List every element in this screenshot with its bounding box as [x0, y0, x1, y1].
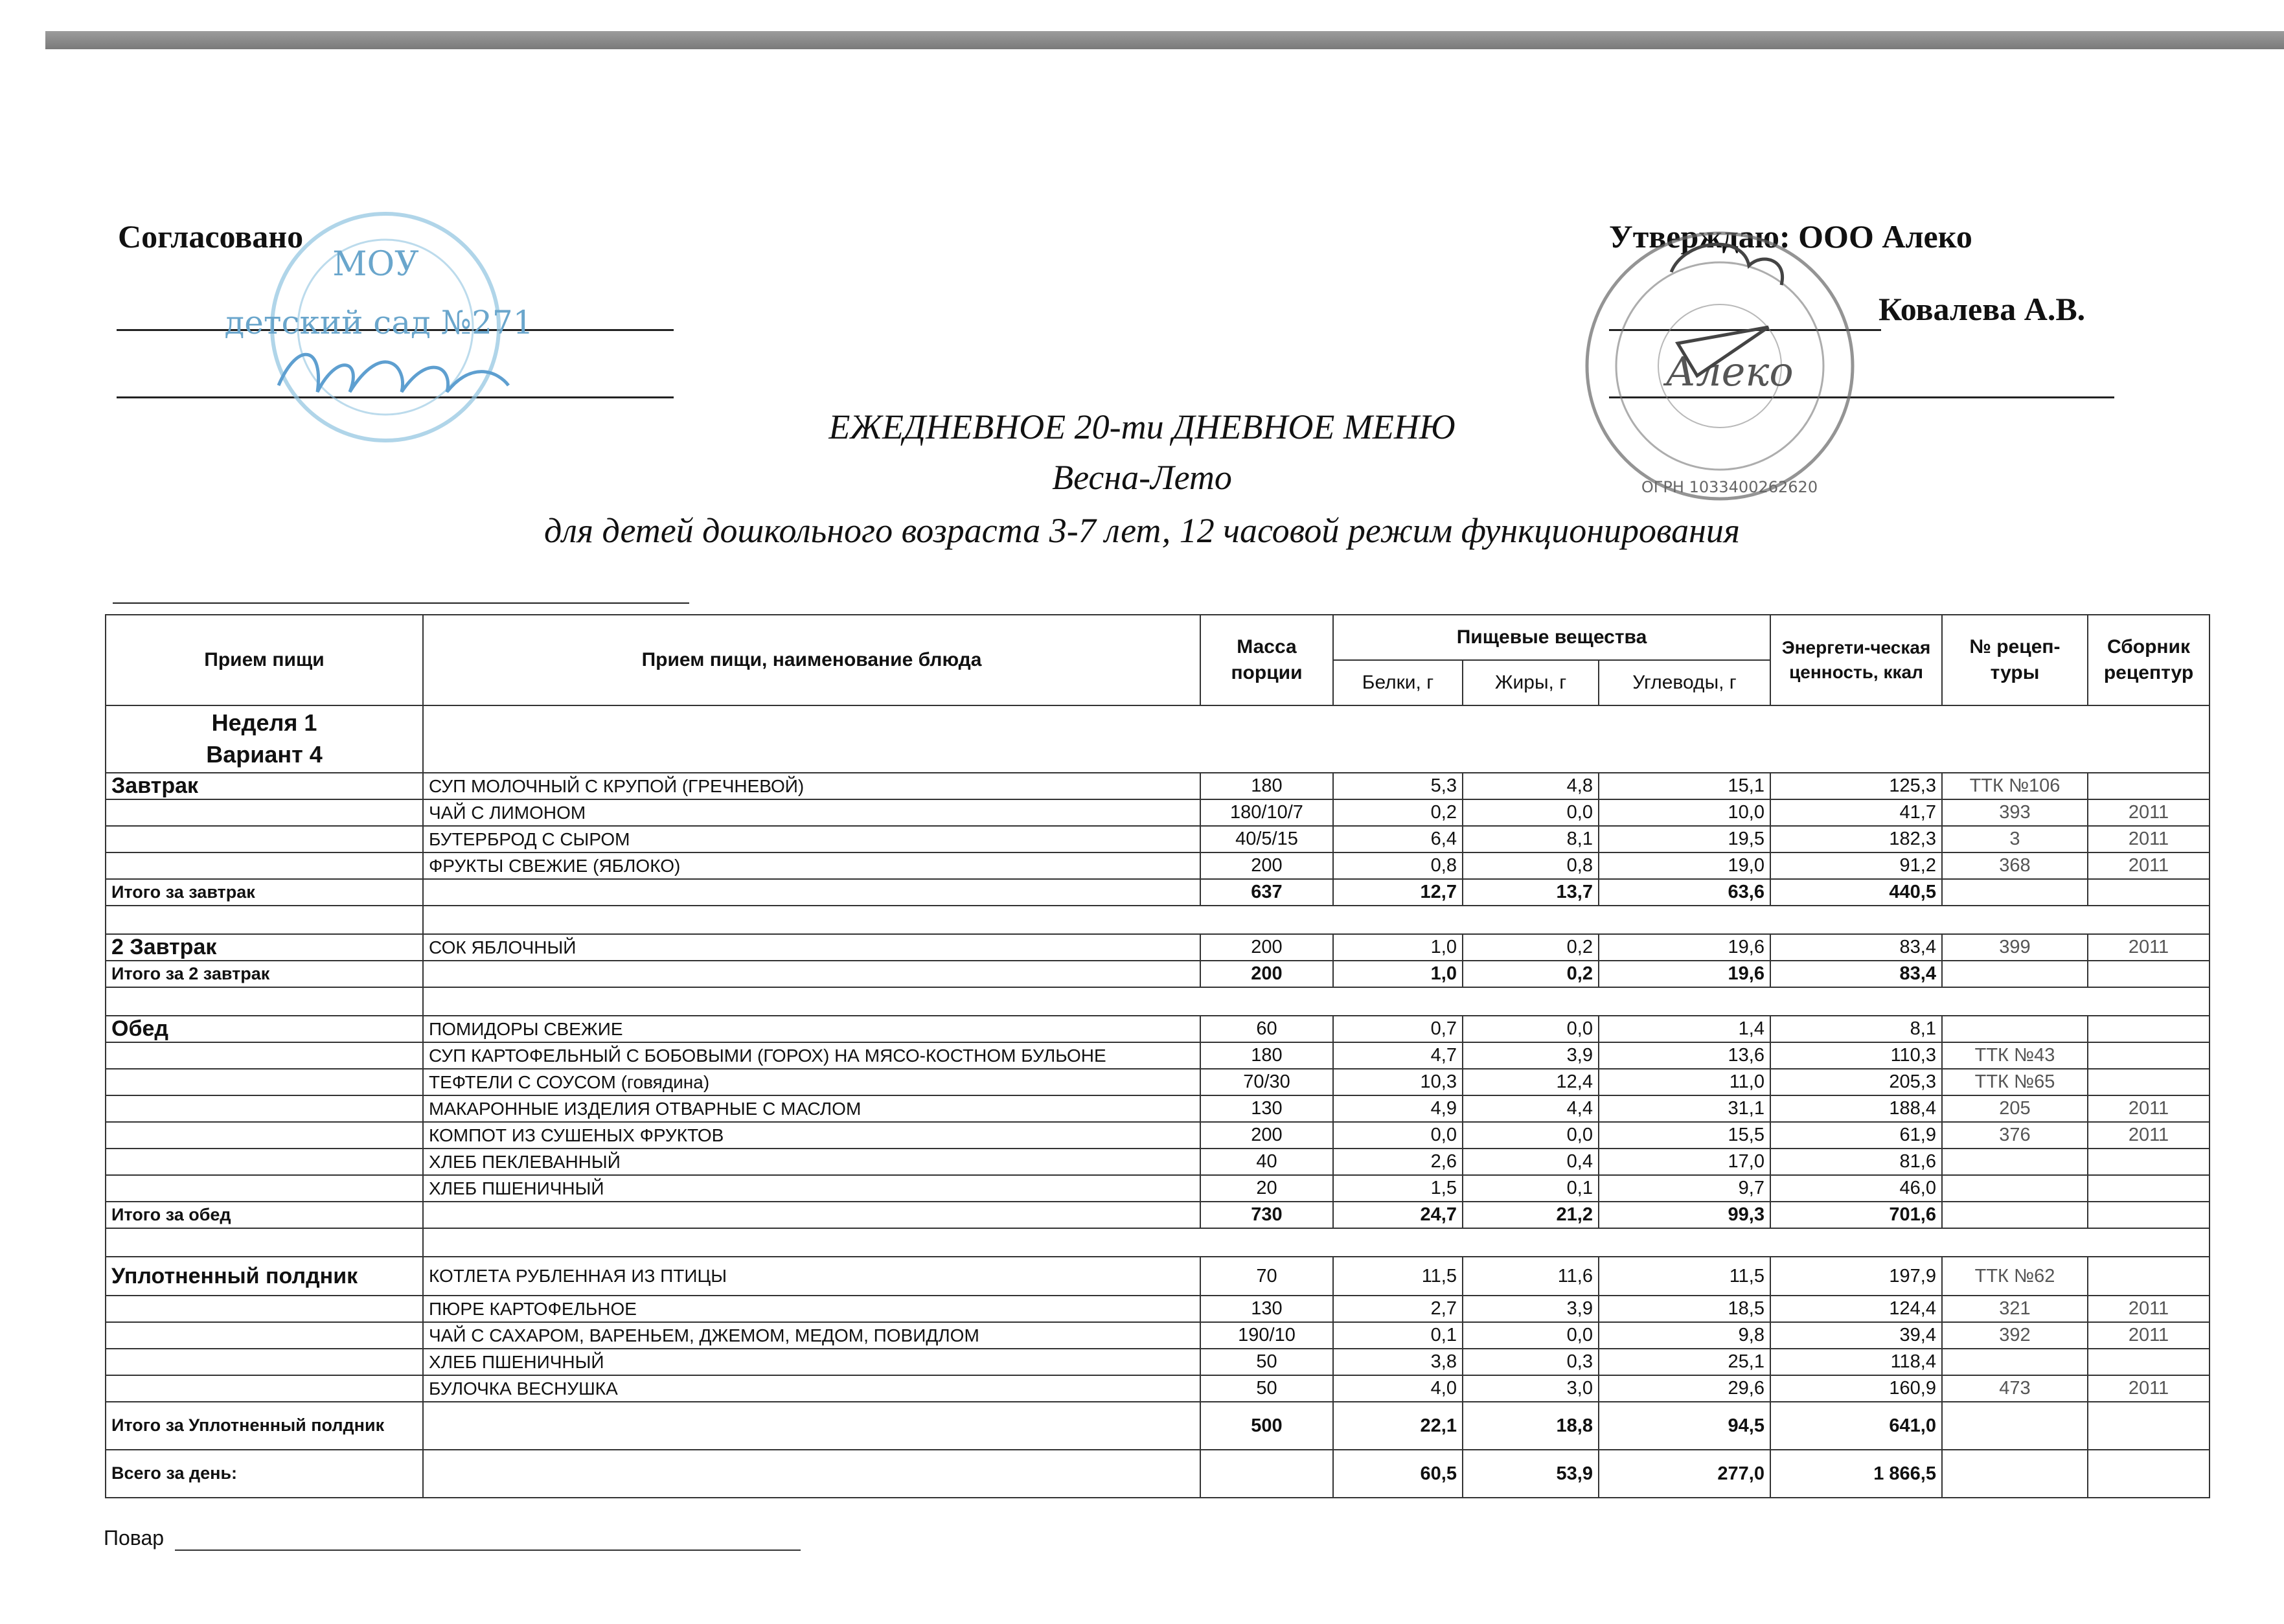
dish-fat: 0,0 [1463, 1122, 1599, 1149]
total-mass: 200 [1200, 961, 1333, 987]
dish-fat: 0,1 [1463, 1175, 1599, 1202]
dish-carbs: 19,6 [1599, 934, 1770, 961]
total-label: Итого за Уплотненный полдник [106, 1402, 423, 1450]
total-protein: 24,7 [1333, 1202, 1463, 1228]
dish-protein: 0,2 [1333, 799, 1463, 826]
dish-mass: 130 [1200, 1296, 1333, 1322]
total-protein: 22,1 [1333, 1402, 1463, 1450]
menu-season: Весна-Лето [1052, 458, 1232, 497]
col-energy: Энергети-ческая ценность, ккал [1770, 615, 1942, 705]
spacer-cell [106, 906, 423, 934]
dish-energy: 205,3 [1770, 1069, 1942, 1095]
total-mass: 637 [1200, 879, 1333, 906]
dish-name: ЧАЙ С ЛИМОНОМ [423, 799, 1200, 826]
dish-recipe: 376 [1942, 1122, 2088, 1149]
dish-row [106, 852, 2210, 879]
dish-carbs: 11,5 [1599, 1257, 1770, 1296]
dish-row [106, 934, 2210, 961]
meal-label [106, 1122, 423, 1149]
dish-energy: 61,9 [1770, 1122, 1942, 1149]
total-fat: 18,8 [1463, 1402, 1599, 1450]
dish-name: КОМПОТ ИЗ СУШЕНЫХ ФРУКТОВ [423, 1122, 1200, 1149]
total-label: Итого за завтрак [106, 879, 423, 906]
dish-recipe: ТТК №65 [1942, 1069, 2088, 1095]
dish-mass: 60 [1200, 1016, 1333, 1042]
total-row [106, 1402, 2210, 1450]
dish-fat: 4,4 [1463, 1095, 1599, 1122]
total-dish-empty [423, 961, 1200, 987]
dish-carbs: 19,5 [1599, 826, 1770, 852]
dish-protein: 4,0 [1333, 1375, 1463, 1402]
col-recipe: № рецеп-туры [1942, 615, 2088, 705]
dish-energy: 41,7 [1770, 799, 1942, 826]
dish-recipe [1942, 1175, 2088, 1202]
spacer-row [106, 906, 2210, 934]
dish-protein: 1,5 [1333, 1175, 1463, 1202]
dish-fat: 0,2 [1463, 934, 1599, 961]
total-fat: 21,2 [1463, 1202, 1599, 1228]
dish-protein: 0,1 [1333, 1322, 1463, 1349]
stamp-left-text-2: детский сад №271 [224, 304, 534, 341]
dish-recipe [1942, 1349, 2088, 1375]
dish-carbs: 13,6 [1599, 1042, 1770, 1069]
dish-row [106, 1016, 2210, 1042]
dish-row [106, 1069, 2210, 1095]
meal-label [106, 1042, 423, 1069]
total-collection-empty [2088, 1202, 2210, 1228]
dish-name: ХЛЕБ ПЕКЛЕВАННЫЙ [423, 1149, 1200, 1175]
dish-recipe: 3 [1942, 826, 2088, 852]
total-mass: 730 [1200, 1202, 1333, 1228]
dish-carbs: 29,6 [1599, 1375, 1770, 1402]
total-fat: 13,7 [1463, 879, 1599, 906]
dish-collection: 2011 [2088, 1375, 2210, 1402]
total-recipe-empty [1942, 1450, 2088, 1498]
dish-mass: 50 [1200, 1349, 1333, 1375]
dish-fat: 8,1 [1463, 826, 1599, 852]
week-number: Неделя 1 [211, 709, 317, 737]
dish-protein: 6,4 [1333, 826, 1463, 852]
total-recipe-empty [1942, 879, 2088, 906]
dish-mass: 180/10/7 [1200, 799, 1333, 826]
dish-name: СУП КАРТОФЕЛЬНЫЙ С БОБОВЫМИ (ГОРОХ) НА МЯСО-КОСТНОМ БУЛЬОНЕ [423, 1042, 1200, 1069]
cook-signature-line [175, 1550, 801, 1551]
total-energy: 641,0 [1770, 1402, 1942, 1450]
total-carbs: 63,6 [1599, 879, 1770, 906]
week-variant: Вариант 4 [206, 741, 323, 768]
total-fat: 53,9 [1463, 1450, 1599, 1498]
total-mass [1200, 1450, 1333, 1498]
dish-protein: 0,8 [1333, 852, 1463, 879]
menu-title: ЕЖЕДНЕВНОЕ 20-ти ДНЕВНОЕ МЕНЮ [828, 407, 1456, 446]
spacer-cell [423, 906, 2210, 934]
dish-carbs: 25,1 [1599, 1349, 1770, 1375]
dish-row [106, 1322, 2210, 1349]
total-energy: 1 866,5 [1770, 1450, 1942, 1498]
week-label [106, 705, 423, 773]
header-row-1 [106, 615, 2210, 660]
spacer-cell [423, 1228, 2210, 1257]
total-dish-empty [423, 879, 1200, 906]
dish-energy: 197,9 [1770, 1257, 1942, 1296]
meal-label [106, 1296, 423, 1322]
total-protein: 12,7 [1333, 879, 1463, 906]
dish-collection [2088, 773, 2210, 799]
meal-label [106, 1069, 423, 1095]
dish-carbs: 9,8 [1599, 1322, 1770, 1349]
dish-recipe: 473 [1942, 1375, 2088, 1402]
dish-row [106, 826, 2210, 852]
meal-label [106, 1175, 423, 1202]
dish-mass: 70 [1200, 1257, 1333, 1296]
total-mass: 500 [1200, 1402, 1333, 1450]
dish-fat: 0,0 [1463, 799, 1599, 826]
dish-fat: 11,6 [1463, 1257, 1599, 1296]
dish-collection: 2011 [2088, 826, 2210, 852]
title-underline [113, 602, 689, 604]
dish-recipe: ТТК №106 [1942, 773, 2088, 799]
dish-name: ПОМИДОРЫ СВЕЖИЕ [423, 1016, 1200, 1042]
dish-carbs: 31,1 [1599, 1095, 1770, 1122]
dish-collection [2088, 1149, 2210, 1175]
meal-label [106, 1149, 423, 1175]
meal-label [106, 799, 423, 826]
dish-row [106, 1349, 2210, 1375]
dish-energy: 188,4 [1770, 1095, 1942, 1122]
dish-carbs: 19,0 [1599, 852, 1770, 879]
total-energy: 440,5 [1770, 879, 1942, 906]
dish-name: ЧАЙ С САХАРОМ, ВАРЕНЬЕМ, ДЖЕМОМ, МЕДОМ, ПОВИДЛОМ [423, 1322, 1200, 1349]
dish-mass: 200 [1200, 852, 1333, 879]
dish-recipe: ТТК №62 [1942, 1257, 2088, 1296]
dish-collection: 2011 [2088, 1122, 2210, 1149]
menu-table [105, 614, 2210, 1498]
dish-name: ФРУКТЫ СВЕЖИЕ (ЯБЛОКО) [423, 852, 1200, 879]
dish-mass: 190/10 [1200, 1322, 1333, 1349]
dish-fat: 3,9 [1463, 1042, 1599, 1069]
meal-label [106, 1322, 423, 1349]
dish-carbs: 9,7 [1599, 1175, 1770, 1202]
dish-recipe: ТТК №43 [1942, 1042, 2088, 1069]
dish-row [106, 1175, 2210, 1202]
dish-collection: 2011 [2088, 934, 2210, 961]
meal-label: Обед [106, 1016, 423, 1042]
week-row [106, 705, 2210, 773]
dish-name: ТЕФТЕЛИ С СОУСОМ (говядина) [423, 1069, 1200, 1095]
col-meal: Прием пищи [106, 615, 423, 705]
dish-collection: 2011 [2088, 852, 2210, 879]
scan-top-bar [45, 31, 2284, 49]
total-collection-empty [2088, 961, 2210, 987]
dish-recipe: 392 [1942, 1322, 2088, 1349]
dish-collection: 2011 [2088, 1322, 2210, 1349]
total-collection-empty [2088, 1402, 2210, 1450]
menu-subtitle: для детей дошкольного возраста 3-7 лет, 12 часовой режим функционирования [544, 511, 1740, 550]
dish-mass: 180 [1200, 773, 1333, 799]
dish-protein: 5,3 [1333, 773, 1463, 799]
dish-collection: 2011 [2088, 1296, 2210, 1322]
total-recipe-empty [1942, 1202, 2088, 1228]
dish-carbs: 1,4 [1599, 1016, 1770, 1042]
col-carbs: Углеводы, г [1599, 660, 1770, 705]
dish-fat: 3,9 [1463, 1296, 1599, 1322]
meal-label [106, 826, 423, 852]
dish-protein: 1,0 [1333, 934, 1463, 961]
dish-protein: 11,5 [1333, 1257, 1463, 1296]
meal-label [106, 1375, 423, 1402]
dish-name: СУП МОЛОЧНЫЙ С КРУПОЙ (ГРЕЧНЕВОЙ) [423, 773, 1200, 799]
dish-fat: 0,8 [1463, 852, 1599, 879]
dish-name: ХЛЕБ ПШЕНИЧНЫЙ [423, 1175, 1200, 1202]
meal-label [106, 1349, 423, 1375]
dish-energy: 91,2 [1770, 852, 1942, 879]
stamp-left-text-1: МОУ [332, 245, 419, 284]
col-mass: Масса порции [1200, 615, 1333, 705]
dish-energy: 110,3 [1770, 1042, 1942, 1069]
dish-fat: 0,3 [1463, 1349, 1599, 1375]
total-dish-empty [423, 1402, 1200, 1450]
col-fat: Жиры, г [1463, 660, 1599, 705]
total-fat: 0,2 [1463, 961, 1599, 987]
col-protein: Белки, г [1333, 660, 1463, 705]
dish-energy: 125,3 [1770, 773, 1942, 799]
dish-row [106, 1042, 2210, 1069]
total-carbs: 19,6 [1599, 961, 1770, 987]
dish-collection [2088, 1257, 2210, 1296]
dish-mass: 20 [1200, 1175, 1333, 1202]
dish-protein: 0,0 [1333, 1122, 1463, 1149]
col-dish: Прием пищи, наименование блюда [423, 615, 1200, 705]
dish-name: ХЛЕБ ПШЕНИЧНЫЙ [423, 1349, 1200, 1375]
week-row-fill [423, 705, 2210, 773]
dish-row [106, 1257, 2210, 1296]
dish-mass: 200 [1200, 1122, 1333, 1149]
dish-mass: 40/5/15 [1200, 826, 1333, 852]
total-carbs: 277,0 [1599, 1450, 1770, 1498]
dish-energy: 160,9 [1770, 1375, 1942, 1402]
total-label: Итого за обед [106, 1202, 423, 1228]
total-energy: 83,4 [1770, 961, 1942, 987]
total-dish-empty [423, 1202, 1200, 1228]
stamp-right-ogrn: ОГРН 1033400262620 [1641, 478, 1818, 496]
dish-energy: 124,4 [1770, 1296, 1942, 1322]
dish-mass: 40 [1200, 1149, 1333, 1175]
dish-row [106, 799, 2210, 826]
dish-row [106, 1095, 2210, 1122]
dish-row [106, 1296, 2210, 1322]
total-recipe-empty [1942, 1402, 2088, 1450]
dish-carbs: 18,5 [1599, 1296, 1770, 1322]
approver-name: Ковалева А.В. [1879, 291, 2086, 327]
total-recipe-empty [1942, 961, 2088, 987]
dish-fat: 0,4 [1463, 1149, 1599, 1175]
total-energy: 701,6 [1770, 1202, 1942, 1228]
dish-name: СОК ЯБЛОЧНЫЙ [423, 934, 1200, 961]
dish-collection [2088, 1175, 2210, 1202]
dish-protein: 2,7 [1333, 1296, 1463, 1322]
dish-mass: 50 [1200, 1375, 1333, 1402]
dish-recipe [1942, 1149, 2088, 1175]
meal-label [106, 1095, 423, 1122]
dish-fat: 0,0 [1463, 1016, 1599, 1042]
dish-energy: 46,0 [1770, 1175, 1942, 1202]
dish-fat: 12,4 [1463, 1069, 1599, 1095]
dish-carbs: 15,1 [1599, 773, 1770, 799]
total-protein: 1,0 [1333, 961, 1463, 987]
spacer-cell [423, 987, 2210, 1016]
dish-recipe: 393 [1942, 799, 2088, 826]
dish-collection [2088, 1069, 2210, 1095]
dish-mass: 180 [1200, 1042, 1333, 1069]
dish-energy: 182,3 [1770, 826, 1942, 852]
dish-energy: 118,4 [1770, 1349, 1942, 1375]
spacer-row [106, 1228, 2210, 1257]
approve-label: Утверждаю: ООО Алеко [1609, 218, 1972, 255]
spacer-row [106, 987, 2210, 1016]
dish-recipe [1942, 1016, 2088, 1042]
dish-protein: 10,3 [1333, 1069, 1463, 1095]
dish-name: ПЮРЕ КАРТОФЕЛЬНОЕ [423, 1296, 1200, 1322]
dish-mass: 70/30 [1200, 1069, 1333, 1095]
dish-recipe: 368 [1942, 852, 2088, 879]
total-carbs: 99,3 [1599, 1202, 1770, 1228]
total-carbs: 94,5 [1599, 1402, 1770, 1450]
dish-fat: 3,0 [1463, 1375, 1599, 1402]
meal-label: Уплотненный полдник [106, 1257, 423, 1296]
dish-recipe: 399 [1942, 934, 2088, 961]
dish-protein: 4,7 [1333, 1042, 1463, 1069]
dish-row [106, 1122, 2210, 1149]
dish-row [106, 1375, 2210, 1402]
dish-carbs: 11,0 [1599, 1069, 1770, 1095]
meal-label: Завтрак [106, 773, 423, 799]
dish-row [106, 1149, 2210, 1175]
spacer-cell [106, 987, 423, 1016]
dish-energy: 39,4 [1770, 1322, 1942, 1349]
dish-fat: 0,0 [1463, 1322, 1599, 1349]
col-collection: Сборник рецептур [2088, 615, 2210, 705]
dish-collection: 2011 [2088, 1095, 2210, 1122]
total-label: Итого за 2 завтрак [106, 961, 423, 987]
dish-recipe: 205 [1942, 1095, 2088, 1122]
dish-carbs: 17,0 [1599, 1149, 1770, 1175]
total-label: Всего за день: [106, 1450, 423, 1498]
meal-label [106, 852, 423, 879]
dish-name: БУЛОЧКА ВЕСНУШКА [423, 1375, 1200, 1402]
cook-label: Повар [104, 1526, 165, 1550]
dish-energy: 81,6 [1770, 1149, 1942, 1175]
total-row [106, 879, 2210, 906]
dish-mass: 200 [1200, 934, 1333, 961]
dish-fat: 4,8 [1463, 773, 1599, 799]
total-dish-empty [423, 1450, 1200, 1498]
total-collection-empty [2088, 879, 2210, 906]
spacer-cell [106, 1228, 423, 1257]
dish-protein: 2,6 [1333, 1149, 1463, 1175]
meal-label: 2 Завтрак [106, 934, 423, 961]
total-collection-empty [2088, 1450, 2210, 1498]
dish-collection [2088, 1042, 2210, 1069]
dish-carbs: 10,0 [1599, 799, 1770, 826]
dish-protein: 0,7 [1333, 1016, 1463, 1042]
col-nutrients: Пищевые вещества [1333, 615, 1770, 660]
dish-row [106, 773, 2210, 799]
dish-energy: 8,1 [1770, 1016, 1942, 1042]
stamp-right-text: Алеко [1665, 348, 1794, 395]
agreed-label: Согласовано [118, 218, 304, 255]
dish-name: МАКАРОННЫЕ ИЗДЕЛИЯ ОТВАРНЫЕ С МАСЛОМ [423, 1095, 1200, 1122]
dish-collection [2088, 1016, 2210, 1042]
total-row [106, 961, 2210, 987]
dish-recipe: 321 [1942, 1296, 2088, 1322]
menu-body [106, 705, 2210, 1498]
dish-collection [2088, 1349, 2210, 1375]
dish-name: БУТЕРБРОД С СЫРОМ [423, 826, 1200, 852]
dish-mass: 130 [1200, 1095, 1333, 1122]
total-row [106, 1450, 2210, 1498]
dish-protein: 4,9 [1333, 1095, 1463, 1122]
total-protein: 60,5 [1333, 1450, 1463, 1498]
dish-protein: 3,8 [1333, 1349, 1463, 1375]
total-row [106, 1202, 2210, 1228]
dish-energy: 83,4 [1770, 934, 1942, 961]
dish-carbs: 15,5 [1599, 1122, 1770, 1149]
dish-name: КОТЛЕТА РУБЛЕННАЯ ИЗ ПТИЦЫ [423, 1257, 1200, 1296]
dish-collection: 2011 [2088, 799, 2210, 826]
